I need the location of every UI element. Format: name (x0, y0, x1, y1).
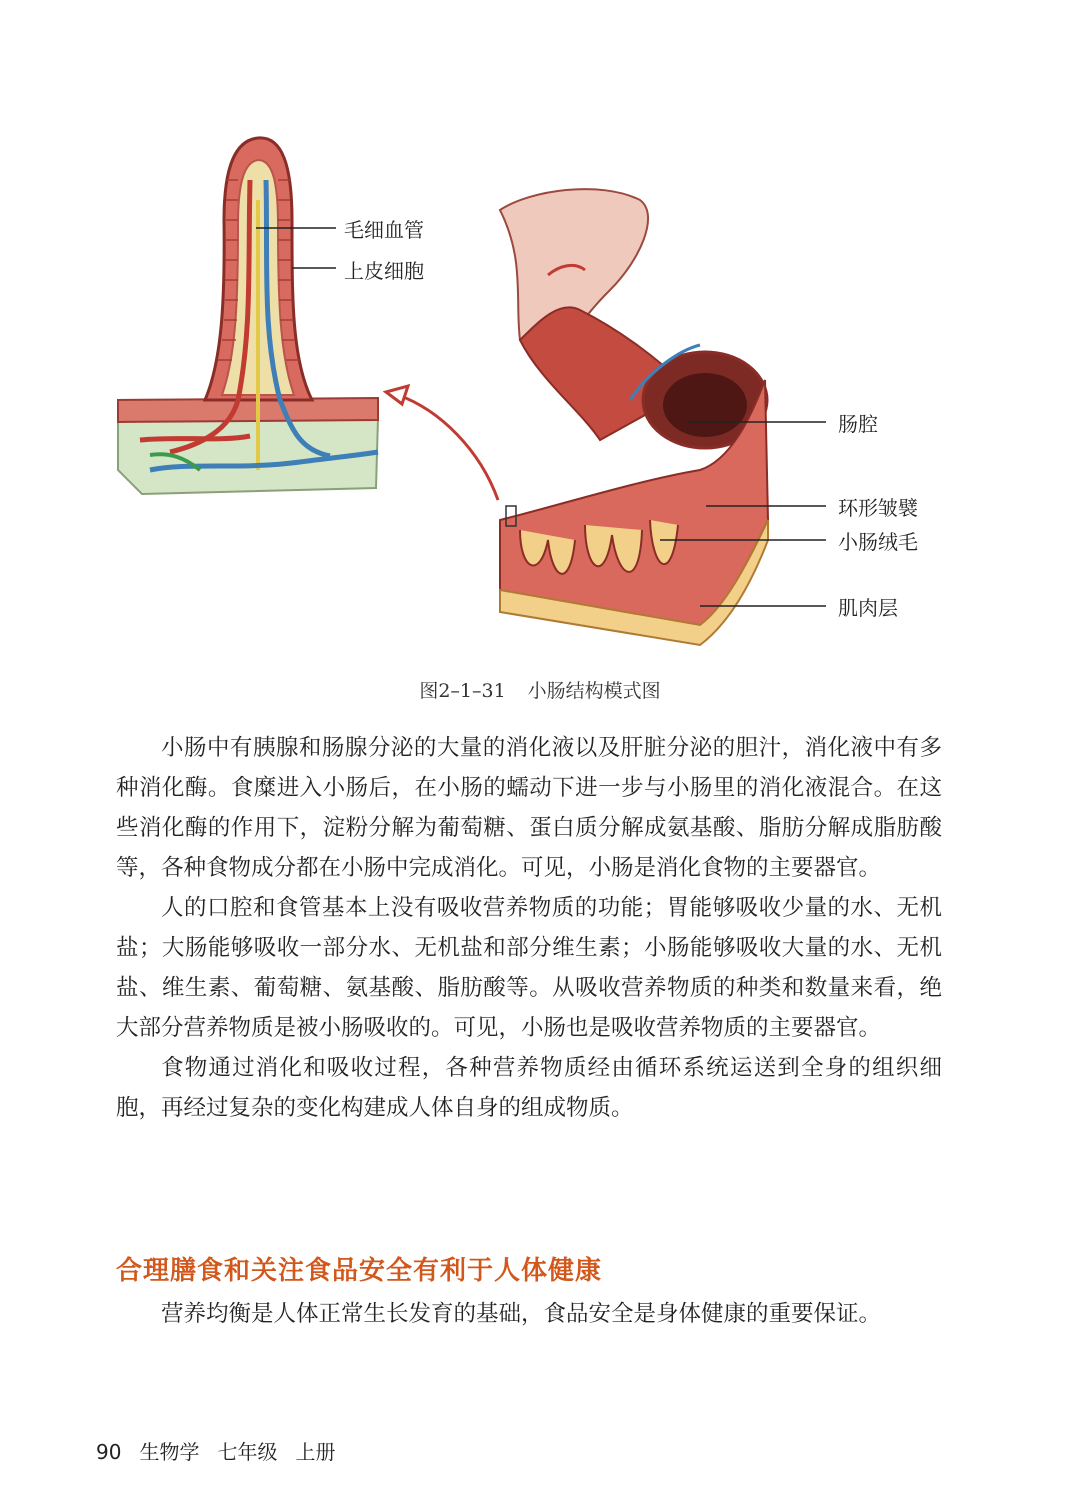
label-epithelial-cells: 上皮细胞 (344, 259, 424, 283)
paragraph-2: 人的口腔和食管基本上没有吸收营养物质的功能；胃能够吸收少量的水、无机盐；大肠能够吸收一部分水、无机盐和部分维生素；小肠能够吸收大量的水、无机盐、维生素、葡萄糖、氨基酸、脂肪酸等。从吸收营养物质的种类和数量来看，绝大部分营养物质是被小肠吸收的。可见，小肠也是吸收营养物质的主要器官。 (116, 895, 942, 1041)
label-capillary: 毛细血管 (344, 218, 424, 242)
section-body (116, 1294, 942, 1334)
paragraph-1: 小肠中有胰腺和肠腺分泌的大量的消化液以及肝脏分泌的胆汁，消化液中有多种消化酶。食糜进入小肠后，在小肠的蠕动下进一步与小肠里的消化液混合。在这些消化酶的作用下，淀粉分解为葡萄糖、蛋白质分解成氨基酸、脂肪分解成脂肪酸等，各种食物成分都在小肠中完成消化。可见，小肠是消化食物的主要器官。 (116, 735, 942, 881)
label-muscle-layer: 肌肉层 (838, 596, 898, 620)
section-heading: 合理膳食和关注食品安全有利于人体健康 (116, 1256, 603, 1286)
grade: 七年级 (217, 1440, 278, 1464)
body-text (116, 728, 942, 1128)
section-paragraph: 营养均衡是人体正常生长发育的基础，食品安全是身体健康的重要保证。 (161, 1301, 882, 1327)
label-villi: 小肠绒毛 (838, 530, 918, 554)
villus-drawing (118, 138, 378, 494)
figure-caption (0, 676, 1080, 703)
caption-title: 小肠结构模式图 (527, 680, 661, 702)
figure-small-intestine (0, 0, 1080, 720)
label-circular-folds: 环形皱襞 (838, 496, 918, 520)
intestine-illustration (0, 0, 1080, 720)
volume: 上册 (295, 1440, 336, 1464)
intestine-drawing (500, 189, 768, 645)
page-number: 90 (96, 1440, 122, 1464)
label-lumen: 肠腔 (838, 412, 878, 436)
paragraph-3: 食物通过消化和吸收过程，各种营养物质经由循环系统运送到全身的组织细胞，再经过复杂的变化构建成人体自身的组成物质。 (116, 1055, 942, 1121)
caption-number: 图2–1–31 (419, 680, 506, 702)
subject: 生物学 (139, 1440, 200, 1464)
page-footer (96, 1436, 353, 1465)
